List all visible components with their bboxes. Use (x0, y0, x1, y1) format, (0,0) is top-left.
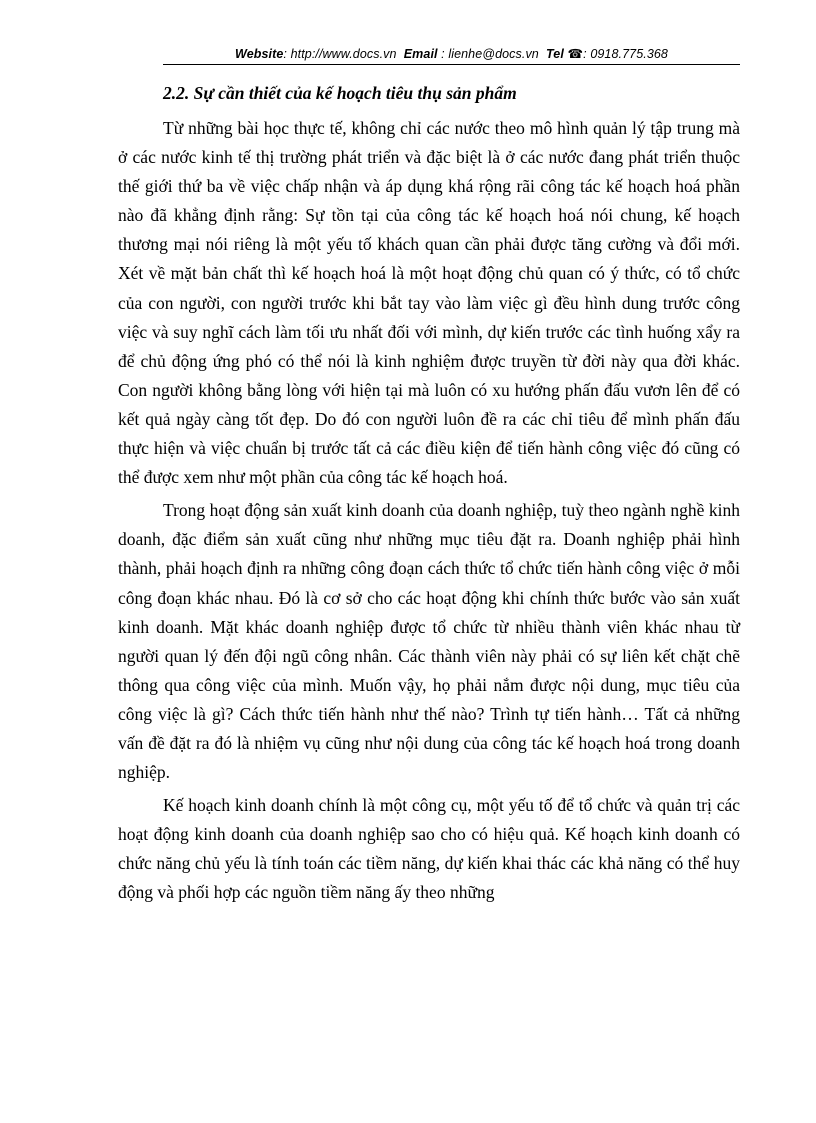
page-header (163, 46, 740, 61)
paragraph-1: Từ những bài học thực tế, không chỉ các nước theo mô hình quản lý tập trung mà ở các nước kinh tế thị trường phát triển và đặc biệt là ở các nước đang phát triển thuộc thế giới thứ ba về việc chấp nhận và áp dụng khá rộng rãi công tác kế hoạch hoá phần nào đã khẳng định rằng: Sự tồn tại của công tác kế hoạch hoá nói chung, kế hoạch thương mại nói riêng là một yếu tố khách quan cần phải được tăng cường và đổi mới. Xét về mặt bản chất thì kế hoạch hoá là một hoạt động chủ quan có ý thức, có tổ chức của con người, con người trước khi bắt tay vào làm việc gì đều hình dung trước công việc và suy nghĩ cách làm tối ưu nhất đối với mình, dự kiến trước các tình huống xẩy ra để chủ động ứng phó có thể nói là kinh nghiệm được truyền từ đời này qua đời khác. Con người không bằng lòng với hiện tại mà luôn có xu hướng phấn đấu vươn lên để có kết quả ngày càng tốt đẹp. Do đó con người luôn đề ra các chỉ tiêu để mình phấn đấu thực hiện và việc chuẩn bị trước tất cả các điều kiện để tiến hành công việc đó cũng có thể được xem như một phần của công tác kế hoạch hoá. (118, 118, 740, 488)
paragraph-2: Trong hoạt động sản xuất kinh doanh của doanh nghiệp, tuỳ theo ngành nghề kinh doanh, đặc điểm sản xuất cũng như những mục tiêu đặt ra. Doanh nghiệp phải hình thành, phải hoạch định ra những công đoạn cách thức tổ chức tiến hành công việc ở mỗi công đoạn khác nhau. Đó là cơ sở cho các hoạt động khi chính thức bước vào sản xuất kinh doanh. Mặt khác doanh nghiệp được tổ chức từ nhiều thành viên khác nhau từ người quan lý đến đội ngũ công nhân. Các thành viên này phải có sự liên kết chặt chẽ thông qua công việc của mình. Muốn vậy, họ phải nắm được nội dung, mục tiêu của công việc là gì? Cách thức tiến hành như thế nào? Trình tự tiến hành… Tất cả những vấn đề đặt ra đó là nhiệm vụ cũng như nội dung của công tác kế hoạch hoá trong doanh nghiệp. (118, 500, 740, 783)
website-value: : http://www.docs.vn (283, 47, 397, 61)
document-body (118, 114, 740, 912)
tel-value: : 0918.775.368 (583, 47, 668, 61)
header-divider (163, 64, 740, 65)
email-value: : lienhe@docs.vn (437, 47, 539, 61)
website-label: Website (235, 47, 284, 61)
paragraph-3: Kế hoạch kinh doanh chính là một công cụ, một yếu tố để tổ chức và quản trị các hoạt động kinh doanh của doanh nghiệp sao cho có hiệu quả. Kế hoạch kinh doanh có chức năng chủ yếu là tính toán các tiềm năng, dự kiến khai thác các khả năng có thể huy động và phối hợp các nguồn tiềm năng ấy theo những (118, 795, 740, 903)
email-label: Email (403, 47, 438, 61)
tel-label: Tel (546, 47, 564, 61)
section-heading: 2.2. Sự cần thiết của kế hoạch tiêu thụ sản phẩm (163, 83, 517, 103)
phone-icon: ☎ (567, 47, 584, 61)
